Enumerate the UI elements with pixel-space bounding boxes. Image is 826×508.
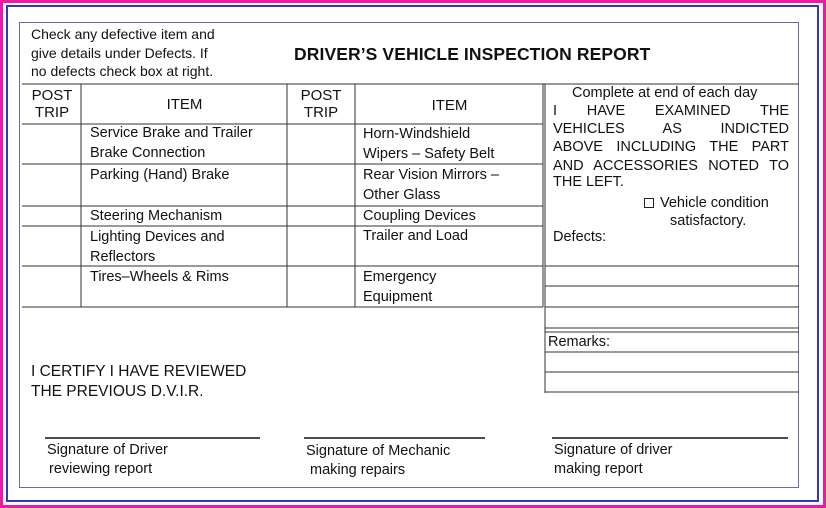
complete-note: Complete at end of each day [572,85,758,101]
left-item-4 [90,228,225,267]
driver-review-signature[interactable] [47,441,168,478]
defects-label: Defects: [553,229,607,245]
item-text: Wipers – Safety Belt [363,145,495,162]
left-item-1 [90,124,253,163]
signature-label: Signature of Mechanic [306,443,451,459]
item-text: Lighting Devices and [90,229,225,245]
certify-statement [31,362,246,401]
right-item-2 [363,166,499,205]
instructions [31,25,215,81]
item-header-right: ITEM [431,97,468,114]
instructions-line: no defects check box at right. [31,63,214,80]
item-text: Emergency [363,269,437,285]
statement-last-line: THE LEFT. [553,174,624,190]
vehicle-condition-label-2: satisfactory. [670,213,747,229]
statement-line: VEHICLES AS INDICTED [553,121,789,138]
right-item-4 [363,227,468,247]
signature-label: Signature of Driver [47,442,168,458]
statement-line: ABOVE INCLUDING THE PART [553,139,789,156]
header-text: TRIP [34,104,70,121]
item-text: Steering Mechanism [90,208,223,224]
certification-statement [553,102,789,175]
item-text: Reflectors [90,248,156,265]
header-text: POST [31,87,73,104]
item-text: Horn-Windshield [363,126,471,142]
item-text: Parking (Hand) Brake [90,167,230,183]
post-trip-header-right [288,87,354,121]
signature-label: making report [554,460,643,477]
vehicle-condition-checkbox[interactable] [644,198,654,208]
right-item-5 [363,268,436,307]
item-text: Service Brake and Trailer [90,125,253,141]
certify-line: THE PREVIOUS D.V.I.R. [31,382,204,400]
vehicle-condition-label: Vehicle condition [660,195,769,211]
driver-report-signature[interactable] [554,441,672,478]
item-text: Rear Vision Mirrors – [363,167,499,183]
item-text: Trailer and Load [363,228,469,244]
post-trip-header-left [24,87,80,121]
item-text: Brake Connection [90,144,206,161]
right-item-3 [363,207,476,227]
signature-label: Signature of driver [554,442,673,458]
left-item-5 [90,268,229,288]
certify-line: I CERTIFY I HAVE REVIEWED [31,363,247,380]
statement-line: I HAVE EXAMINED THE [553,103,789,119]
signature-label: reviewing report [49,460,153,477]
instructions-line: give details under Defects. If [31,44,208,61]
item-text: Coupling Devices [363,208,476,224]
item-header-left: ITEM [166,96,203,113]
header-text: POST [300,87,342,104]
item-text: Equipment [363,288,433,305]
left-item-3 [90,207,222,227]
item-text: Tires–Wheels & Rims [90,269,229,285]
remarks-label: Remarks: [548,334,611,350]
signature-label: making repairs [310,461,406,478]
right-item-1 [363,125,494,164]
left-item-2 [90,166,229,186]
instructions-line: Check any defective item and [31,26,215,42]
report-title: DRIVER’S VEHICLE INSPECTION REPORT [294,44,651,64]
item-text: Other Glass [363,186,441,203]
mechanic-signature[interactable] [306,442,450,479]
statement-line: AND ACCESSORIES NOTED TO [553,157,789,174]
header-text: TRIP [303,104,339,121]
